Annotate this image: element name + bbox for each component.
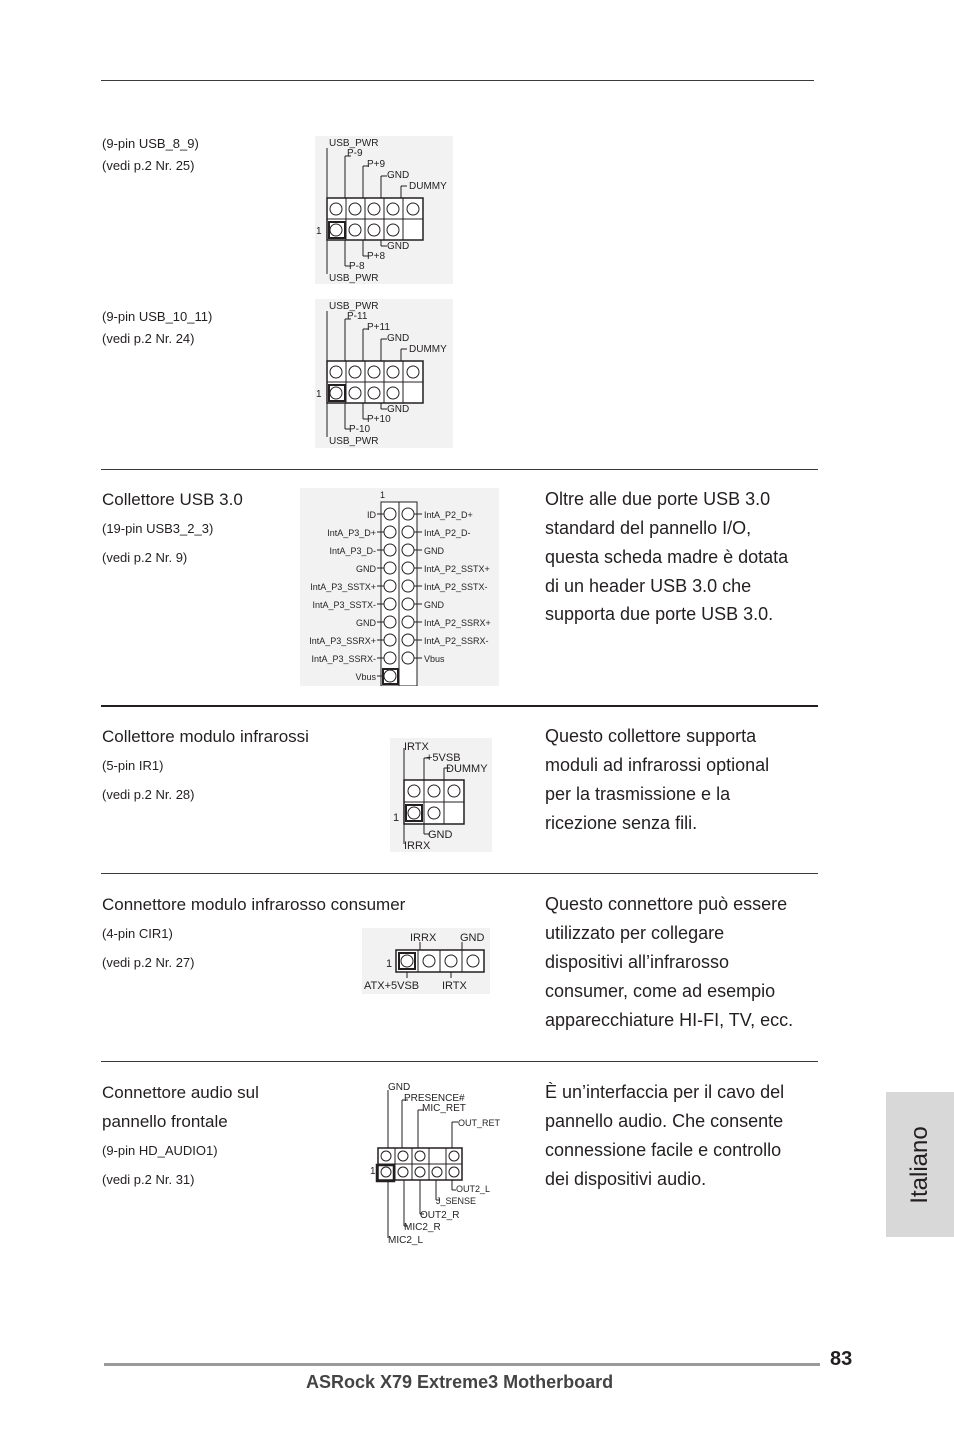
usb3-left-label: GND <box>356 564 376 574</box>
ir-label: GND <box>428 829 453 841</box>
usb1011-label-0: USB_PWR <box>329 301 379 312</box>
usb3-right-label: IntA_P2_SSRX+ <box>424 618 491 628</box>
ir-ref: (vedi p.2 Nr. 28) <box>102 787 195 802</box>
usb1011-pin1: 1 <box>316 389 322 400</box>
usb89-label-8: USB_PWR <box>329 273 379 284</box>
cir-label: IRTX <box>442 980 467 992</box>
audio-label: J_SENSE <box>436 1196 477 1206</box>
usb3-right-label: IntA_P2_D+ <box>424 510 473 520</box>
usb3-left-label: GND <box>356 618 376 628</box>
audio-label: MIC2_R <box>404 1222 441 1233</box>
audio-pin1: 1 <box>370 1166 376 1177</box>
usb89-label-6: P+8 <box>367 251 386 262</box>
usb89-label-7: P-8 <box>349 261 365 272</box>
usb89-label-3: GND <box>387 170 410 181</box>
usb89-label-2: P+9 <box>367 159 386 170</box>
audio-desc-line: È un’interfaccia per il cavo del <box>545 1082 785 1102</box>
ir-label: IRRX <box>404 840 431 852</box>
usb89-label-4: DUMMY <box>409 181 447 192</box>
audio-title-line: Connettore audio sul <box>102 1083 259 1102</box>
audio-spec: (9-pin HD_AUDIO1) <box>102 1143 218 1158</box>
cir-label: ATX+5VSB <box>364 980 420 992</box>
audio-title-line: pannello frontale <box>102 1112 228 1131</box>
ir-desc-line: per la trasmissione e la <box>545 784 731 804</box>
usb3-ref: (vedi p.2 Nr. 9) <box>102 550 188 565</box>
ir-diagram <box>390 738 492 852</box>
usb3-left-label: IntA_P3_D+ <box>327 528 376 538</box>
usb1011-label-7: P-10 <box>349 424 371 435</box>
usb1011-spec: (9-pin USB_10_11) <box>102 309 213 324</box>
ir-label: IRTX <box>404 741 429 753</box>
usb1011-label-1: P-11 <box>347 311 368 322</box>
cir-diagram <box>362 928 490 994</box>
cir-label: IRRX <box>410 932 437 944</box>
usb3-diagram <box>300 488 499 686</box>
audio-desc-line: dei dispositivi audio. <box>545 1169 707 1189</box>
usb89-diagram <box>315 136 453 284</box>
ir-title: Collettore modulo infrarossi <box>102 727 309 746</box>
usb3-desc-line: standard del pannello I/O, <box>545 518 752 538</box>
usb3-right-label: IntA_P2_SSTX+ <box>424 564 490 574</box>
usb3-right-label: GND <box>424 546 444 556</box>
usb3-left-label: IntA_P3_D- <box>329 546 376 556</box>
usb3-left-label: IntA_P3_SSRX- <box>311 654 376 664</box>
usb3-spec: (19-pin USB3_2_3) <box>102 521 214 536</box>
usb3-right-label: IntA_P2_SSTX- <box>424 582 488 592</box>
ir-label: +5VSB <box>426 752 461 764</box>
cir-desc-line: utilizzato per collegare <box>545 923 725 943</box>
cir-desc-line: dispositivi all’infrarosso <box>545 952 730 972</box>
usb3-title: Collettore USB 3.0 <box>102 490 243 509</box>
footer-text: ASRock X79 Extreme3 Motherboard <box>306 1372 614 1392</box>
usb89-label-1: P-9 <box>347 148 363 159</box>
usb3-left-label: ID <box>367 510 376 520</box>
divider-1 <box>101 469 818 470</box>
usb3-desc-line: supporta due porte USB 3.0. <box>545 604 774 624</box>
ir-pin1: 1 <box>393 812 400 824</box>
usb3-desc-line: di un header USB 3.0 che <box>545 576 752 596</box>
usb1011-label-3: GND <box>387 333 410 344</box>
footer-rule <box>104 1363 820 1366</box>
usb1011-label-4: DUMMY <box>409 344 447 355</box>
cir-label: GND <box>460 932 485 944</box>
usb89-label-5: GND <box>387 241 410 252</box>
audio-diagram <box>368 1080 504 1248</box>
usb3-left-label: Vbus <box>355 672 376 682</box>
usb89-pin1: 1 <box>316 226 322 237</box>
usb1011-label-8: USB_PWR <box>329 436 379 447</box>
usb3-left-label: IntA_P3_SSRX+ <box>309 636 376 646</box>
audio-label: GND <box>388 1082 411 1093</box>
usb3-desc-line: questa scheda madre è dotata <box>545 547 789 567</box>
cir-desc-line: apparecchiature HI-FI, TV, ecc. <box>545 1010 794 1030</box>
ir-label: DUMMY <box>446 763 488 775</box>
page-number: 83 <box>830 1348 853 1370</box>
usb3-right-label: IntA_P2_SSRX- <box>424 636 489 646</box>
cir-desc-line: Questo connettore può essere <box>545 894 788 914</box>
language-side-tab <box>886 1092 954 1237</box>
cir-pin1: 1 <box>386 958 393 970</box>
ir-desc-line: ricezione senza fili. <box>545 813 698 833</box>
cir-spec: (4-pin CIR1) <box>102 926 173 941</box>
cir-title: Connettore modulo infrarosso consumer <box>102 895 406 914</box>
usb3-right-label: Vbus <box>424 654 445 664</box>
usb1011-diagram <box>315 299 453 448</box>
usb1011-label-2: P+11 <box>367 322 390 333</box>
usb1011-label-5: GND <box>387 404 410 415</box>
top-rule <box>101 80 814 81</box>
usb1011-label-6: P+10 <box>367 414 391 425</box>
ir-desc-line: moduli ad infrarossi optional <box>545 755 770 775</box>
usb3-desc-line: Oltre alle due porte USB 3.0 <box>545 489 771 509</box>
audio-label: PRESENCE# <box>404 1093 465 1104</box>
usb3-right-label: IntA_P2_D- <box>424 528 471 538</box>
audio-desc-line: connessione facile e controllo <box>545 1140 782 1160</box>
cir-desc-line: consumer, come ad esempio <box>545 981 776 1001</box>
usb3-left-label: IntA_P3_SSTX- <box>312 600 376 610</box>
audio-label: MIC2_L <box>388 1235 424 1246</box>
audio-label: OUT_RET <box>458 1118 501 1128</box>
usb1011-ref: (vedi p.2 Nr. 24) <box>102 331 195 346</box>
audio-label: MIC_RET <box>422 1103 466 1114</box>
audio-label: OUT2_L <box>456 1184 491 1194</box>
audio-ref: (vedi p.2 Nr. 31) <box>102 1172 195 1187</box>
usb89-label-0: USB_PWR <box>329 138 379 149</box>
usb3-left-label: IntA_P3_SSTX+ <box>310 582 376 592</box>
usb89-spec: (9-pin USB_8_9) <box>102 136 199 151</box>
usb89-ref: (vedi p.2 Nr. 25) <box>102 158 195 173</box>
usb3-right-label: GND <box>424 600 444 610</box>
cir-ref: (vedi p.2 Nr. 27) <box>102 955 195 970</box>
ir-spec: (5-pin IR1) <box>102 758 164 773</box>
language-side-tab-label: Italiano <box>906 1125 933 1204</box>
divider-3 <box>101 873 818 874</box>
ir-desc-line: Questo collettore supporta <box>545 726 757 746</box>
divider-4 <box>101 1061 818 1062</box>
audio-desc-line: pannello audio. Che consente <box>545 1111 784 1131</box>
divider-2 <box>101 705 818 707</box>
audio-label: OUT2_R <box>420 1210 460 1221</box>
usb3-pin1: 1 <box>380 490 386 500</box>
